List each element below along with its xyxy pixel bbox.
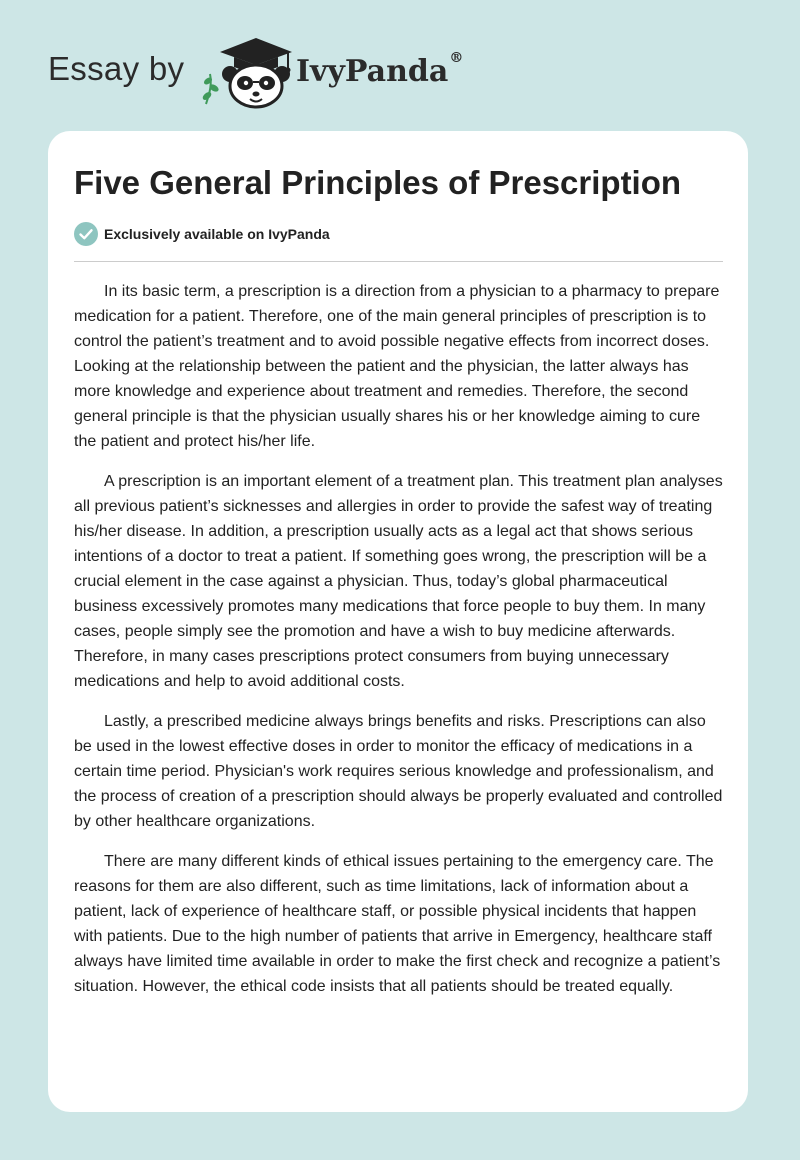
site-header-brand[interactable] xyxy=(48,30,508,110)
check-circle-icon xyxy=(74,222,98,246)
essay-paragraph: In its basic term, a prescription is a direction from a physician to a pharmacy to prepare medication for a patient. Therefore, one of the main general principles of prescription is to control the patient’s treatment and to avoid possible negative effects from incorrect doses. Looking at the relationship between the patient and the physician, the latter always has more knowledge and experience about treatment and remedies. Therefore, the second general principle is that the physician usually shares his or her knowledge aiming to cure the patient and protect his/her life. xyxy=(74,283,720,450)
essay-paragraph: Lastly, a prescribed medicine always brings benefits and risks. Prescriptions can also be used in the lowest effective doses in order to monitor the efficacy of medications in a certain time period. Physician's work requires serious knowledge and professionalism, and the process of creation of a prescription should always be properly evaluated and controlled by other healthcare organizations. xyxy=(74,713,723,830)
essay-card xyxy=(48,131,748,1112)
essay-title: Five General Principles of Prescription xyxy=(74,164,682,201)
essay-body xyxy=(74,279,726,1014)
exclusive-badge xyxy=(74,222,330,246)
brand-prefix: Essay by xyxy=(48,50,185,87)
exclusive-badge-text: Exclusively available on IvyPanda xyxy=(104,226,330,242)
title-divider xyxy=(74,261,723,262)
essay-paragraph: There are many different kinds of ethical issues pertaining to the emergency care. The reasons for them are also different, such as time limitations, lack of information about a patient, lack of experience of healthcare staff, or possible physical incidents that happen with patients. Due to the high number of patients that arrive in Emergency, healthcare staff always have limited time available in order to make the first check and recognize a patient’s situation. However, the ethical code insists that all patients should be treated equally. xyxy=(74,853,721,995)
essay-paragraph: A prescription is an important element of a treatment plan. This treatment plan analyses all previous patient’s sicknesses and allergies in order to provide the safest way of treating his/her disease. In addition, a prescription usually acts as a legal act that shows serious intentions of a doctor to treat a patient. If something goes wrong, the prescription will be a crucial element in the case against a physician. Thus, today’s global pharmaceutical business excessively promotes many medications that force people to buy them. In many cases, people simply see the promotion and have a wish to buy medicine afterwards. Therefore, in many cases prescriptions protect consumers from buying unnecessary medications and help to avoid additional costs. xyxy=(74,473,723,690)
panda-graduate-logo-icon xyxy=(200,34,296,110)
registered-mark: ® xyxy=(449,50,464,66)
brand-name: IvyPanda® xyxy=(296,50,464,89)
